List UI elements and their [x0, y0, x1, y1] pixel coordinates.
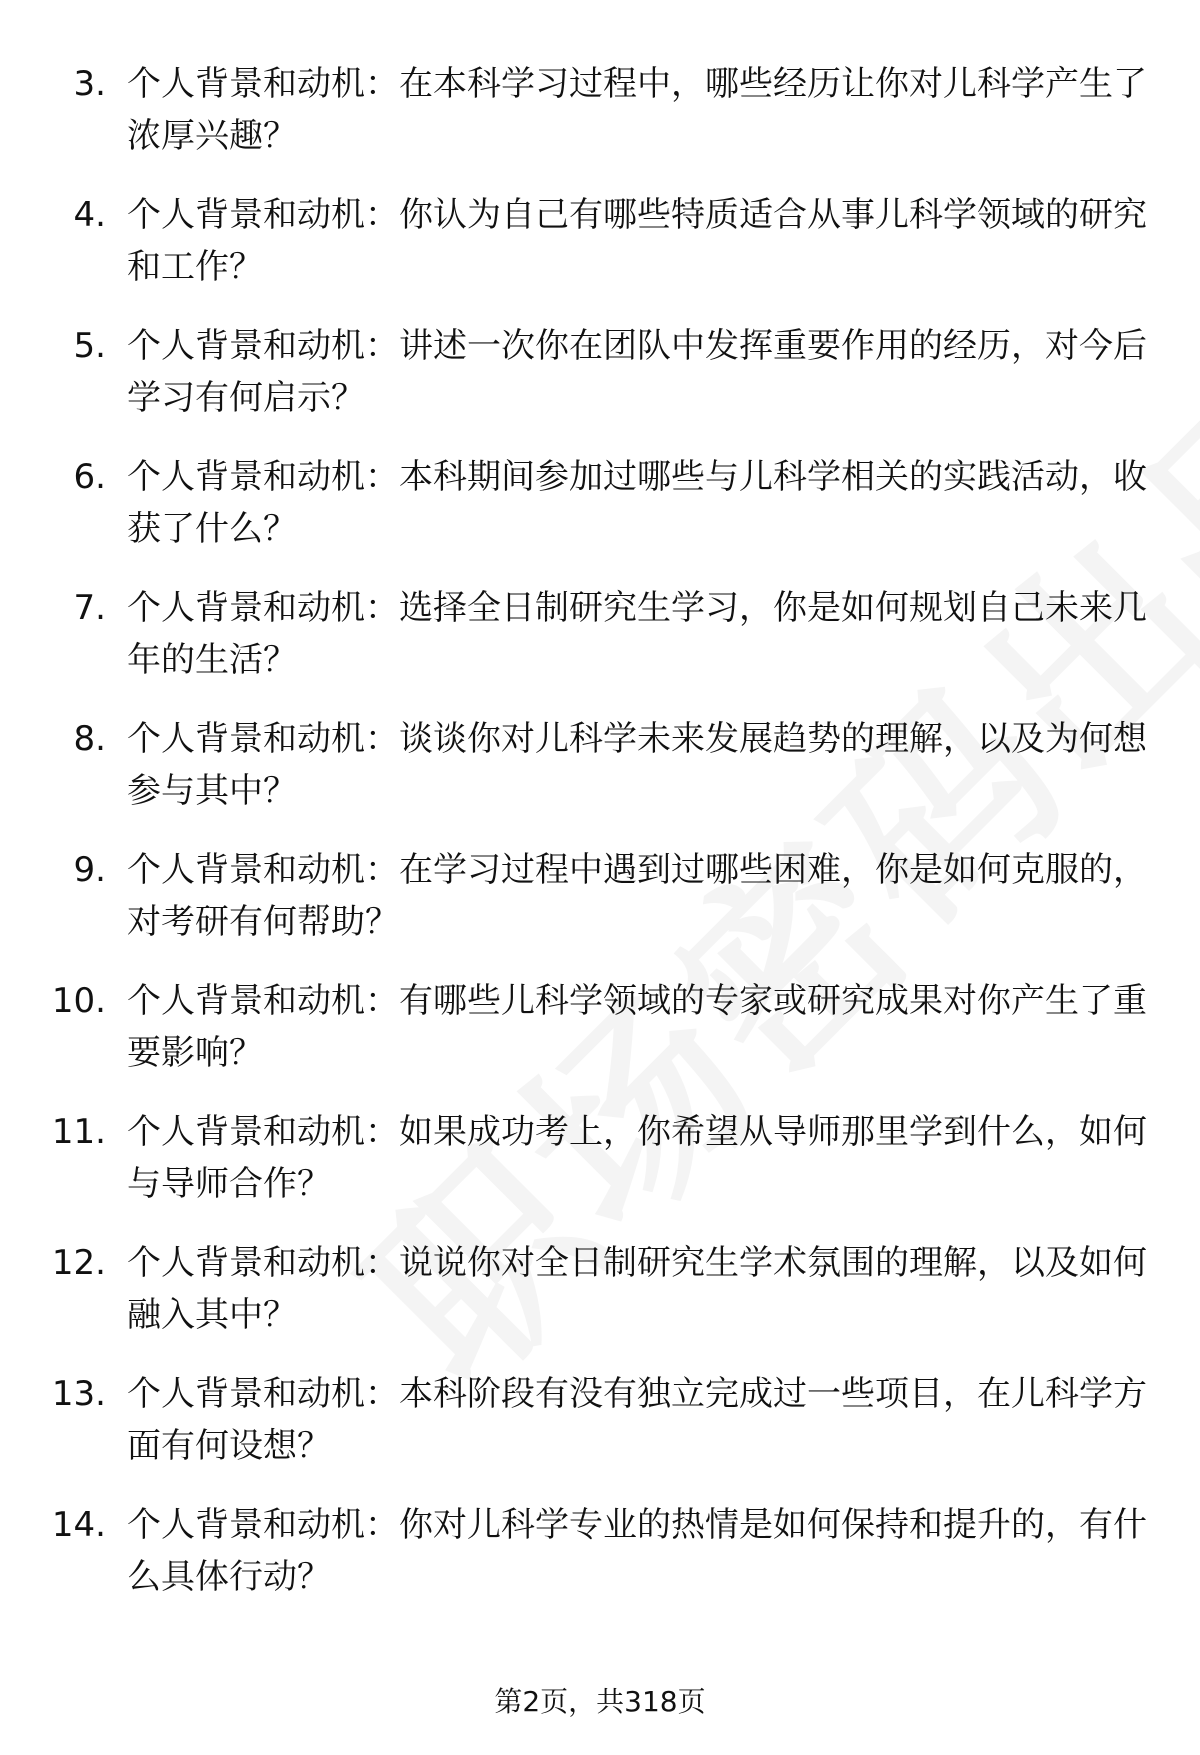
question-number: 9. [73, 850, 106, 890]
question-number: 3. [73, 64, 106, 104]
question-text: 个人背景和动机：选择全日制研究生学习，你是如何规划自己未来几年的生活？ [127, 588, 1147, 680]
question-number: 12. [51, 1243, 106, 1283]
question-item [0, 844, 1200, 975]
question-text: 个人背景和动机：如果成功考上，你希望从导师那里学到什么，如何与导师合作？ [127, 1112, 1147, 1204]
question-item [0, 189, 1200, 320]
question-item [0, 1368, 1200, 1499]
question-item [0, 975, 1200, 1106]
question-number: 4. [73, 195, 106, 235]
question-number: 5. [73, 326, 106, 366]
question-text: 个人背景和动机：在本科学习过程中，哪些经历让你对儿科学产生了浓厚兴趣？ [127, 64, 1147, 156]
question-text: 个人背景和动机：在学习过程中遇到过哪些困难，你是如何克服的，对考研有何帮助？ [127, 850, 1147, 942]
question-number: 10. [51, 981, 106, 1021]
question-item [0, 451, 1200, 582]
question-item [0, 1106, 1200, 1237]
question-item [0, 1499, 1200, 1630]
question-text: 个人背景和动机：本科期间参加过哪些与儿科学相关的实践活动，收获了什么？ [127, 457, 1147, 549]
question-text: 个人背景和动机：有哪些儿科学领域的专家或研究成果对你产生了重要影响？ [127, 981, 1147, 1073]
question-text: 个人背景和动机：讲述一次你在团队中发挥重要作用的经历，对今后学习有何启示？ [127, 326, 1147, 418]
question-item [0, 1237, 1200, 1368]
question-text: 个人背景和动机：说说你对全日制研究生学术氛围的理解，以及如何融入其中？ [127, 1243, 1147, 1335]
question-number: 13. [51, 1374, 106, 1414]
question-text: 个人背景和动机：你对儿科学专业的热情是如何保持和提升的，有什么具体行动？ [127, 1505, 1147, 1597]
question-number: 11. [51, 1112, 106, 1152]
question-text: 个人背景和动机：本科阶段有没有独立完成过一些项目，在儿科学方面有何设想？ [127, 1374, 1147, 1466]
question-item [0, 713, 1200, 844]
question-item [0, 582, 1200, 713]
question-number: 6. [73, 457, 106, 497]
question-item [0, 320, 1200, 451]
question-list [0, 58, 1200, 1630]
question-text: 个人背景和动机：谈谈你对儿科学未来发展趋势的理解，以及为何想参与其中？ [127, 719, 1147, 811]
page-footer: 第2页，共318页 [494, 1685, 706, 1718]
question-text: 个人背景和动机：你认为自己有哪些特质适合从事儿科学领域的研究和工作？ [127, 195, 1147, 287]
question-number: 8. [73, 719, 106, 759]
question-number: 7. [73, 588, 106, 628]
question-number: 14. [51, 1505, 106, 1545]
question-item [0, 58, 1200, 189]
